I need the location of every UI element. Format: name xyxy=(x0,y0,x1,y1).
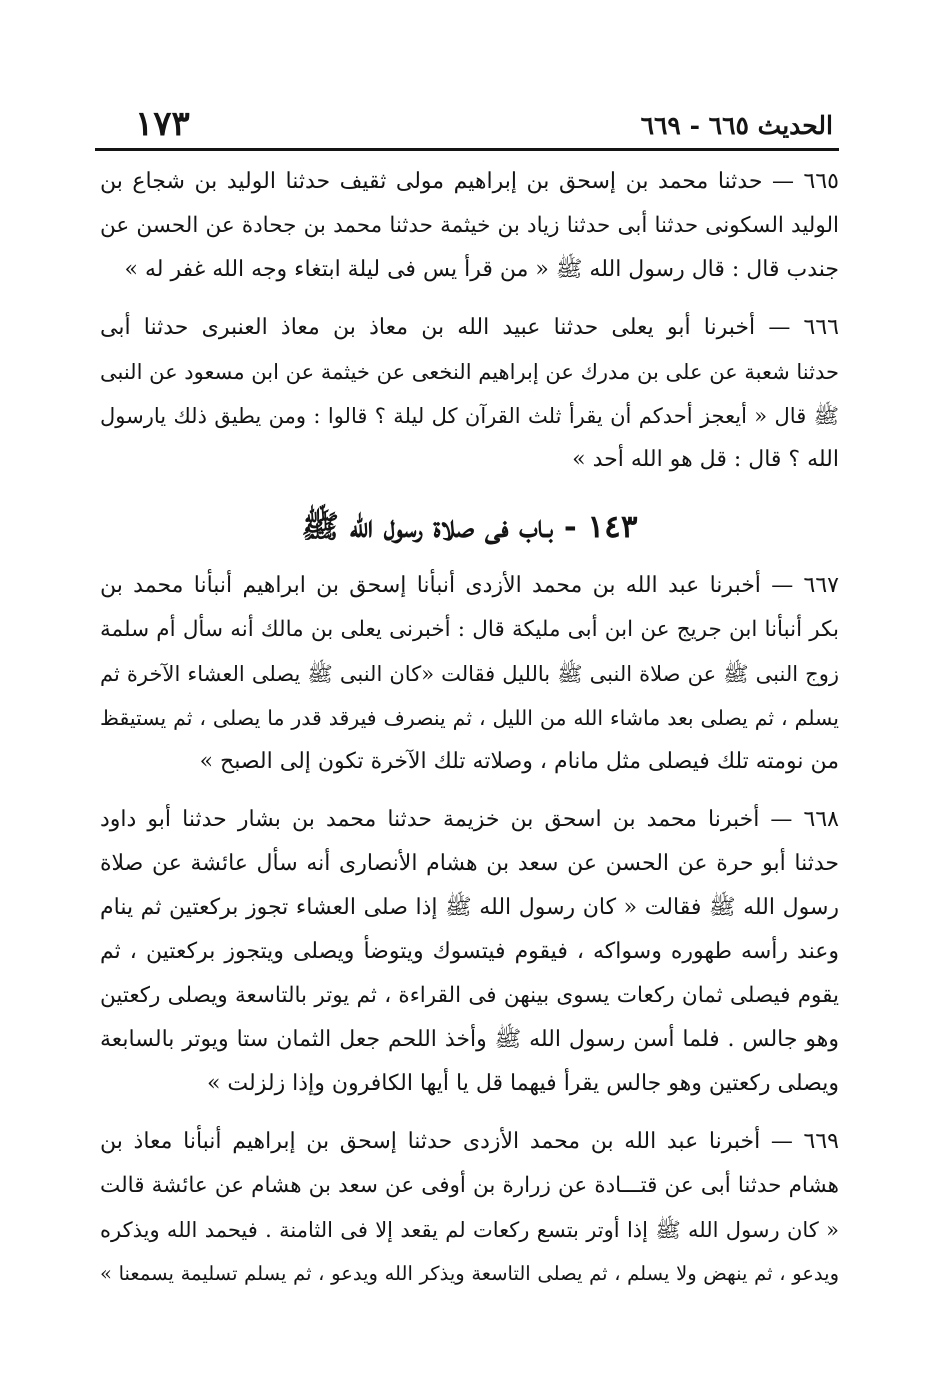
page-body xyxy=(100,160,839,1310)
text-line: ٦٦٩ — أخبرنا عبد الله بن محمد الأزدى حدثنا إسحق بن إبراهيم أنبأنا معاذ بن xyxy=(100,1129,839,1154)
text-line: ٦٦٥ — حدثنا محمد بن إسحق بن إبراهيم مولى ثقيف حدثنا الوليد بن شجاع بن xyxy=(100,169,839,194)
text-line: « كان رسول الله ﷺ إذا أوتر بتسع ركعات لم يقعد إلا فى الثامنة . فيحمد الله ويذكره xyxy=(100,1218,839,1242)
running-title: الحديث ٦٦٥ - ٦٦٩ xyxy=(640,111,833,140)
text-line: وعند رأسه طهوره وسواكه ، فيقوم فيتسوك ويتوضأ ويصلى ويتجوز بركعتين ، ثم xyxy=(100,939,839,964)
text-line: من نومته تلك فيصلى مثل مانام ، وصلاته تلك الآخرة تكون إلى الصبح » xyxy=(199,749,839,774)
text-line: وهو جالس . فلما أسن رسول الله ﷺ وأخذ اللحم جعل الثمان ستا ويوتر بالسابعة xyxy=(100,1027,839,1052)
text-line: رسول الله ﷺ فقالت « كان رسول الله ﷺ إذا صلى العشاء تجوز بركعتين ثم ينام xyxy=(100,895,839,920)
text-line: جندب قال : قال رسول الله ﷺ « من قرأ يس فى ليلة ابتغاء وجه الله غفر له » xyxy=(124,257,839,282)
text-line: يقوم فيصلى ثمان ركعات يسوى بينهن فى القراءة ، ثم يوتر بالتاسعة ويصلى ركعتين xyxy=(100,983,839,1008)
text-line: ﷺ قال « أيعجز أحدكم أن يقرأ ثلث القرآن كل ليلة ؟ قالوا : ومن يطيق ذلك يارسول xyxy=(100,404,839,428)
page-number: ١٧٣ xyxy=(135,104,190,144)
text-line: الوليد السكونى حدثنا أبى حدثنا زياد بن خيثمة حدثنا محمد بن جحادة عن الحسن عن xyxy=(100,213,839,238)
text-line: ويدعو ، ثم ينهض ولا يسلم ، ثم يصلى التاسعة ويذكر الله ويدعو ، ثم يسلم تسليمة يسمعنا » xyxy=(100,1262,839,1285)
text-line: زوج النبى ﷺ عن صلاة النبى ﷺ بالليل فقالت «كان النبى ﷺ يصلى العشاء الآخرة ثم xyxy=(100,662,839,686)
hadith-668 xyxy=(100,798,839,1106)
hadith-666 xyxy=(100,306,839,482)
hadith-665 xyxy=(100,160,839,292)
text-line: حدثنا شعبة عن على بن مدرك عن إبراهيم النخعى عن خيثمة عن ابن مسعود عن النبى xyxy=(100,360,839,384)
text-line: الله ؟ قال : قل هو الله أحد » xyxy=(572,447,839,472)
text-line: ويصلى ركعتين وهو جالس يقرأ فيهما قل يا أيها الكافرون وإذا زلزلت » xyxy=(206,1071,839,1096)
text-line: بكر أنبأنا ابن جريج عن ابن أبى مليكة قال : أخبرنى يعلى بن مالك أنه سأل أم سلمة xyxy=(100,617,839,642)
text-line: ٦٦٨ — أخبرنا محمد بن اسحق بن خزيمة حدثنا محمد بن بشار حدثنا أبو داود xyxy=(100,807,839,832)
page-header xyxy=(95,92,839,151)
chapter-heading: ١٤٣ - بـاب فى صلاة رسول الله ﷺ xyxy=(301,509,638,545)
text-line: حدثنا أبو حرة عن الحسن عن سعد بن هشام الأنصارى أنه سأل عائشة عن صلاة xyxy=(100,851,839,876)
text-line: ٦٦٧ — أخبرنا عبد الله بن محمد الأزدى أنبأنا إسحق بن ابراهيم أنبأنا محمد بن xyxy=(100,573,839,598)
text-line: يسلم ، ثم يصلى بعد ماشاء الله من الليل ، ثم ينصرف فيرقد قدر ما يصلى ، ثم يستيقظ xyxy=(100,706,839,730)
hadith-667 xyxy=(100,564,839,784)
text-line: هشام حدثنا أبى عن قتـــادة عن زرارة بن أوفى عن سعد بن هشام عن عائشة قالت xyxy=(100,1173,839,1198)
hadith-669 xyxy=(100,1120,839,1296)
text-line: ٦٦٦ — أخبرنا أبو يعلى حدثنا عبيد الله بن معاذ بن معاذ العنبرى حدثنا أبى xyxy=(100,315,839,340)
